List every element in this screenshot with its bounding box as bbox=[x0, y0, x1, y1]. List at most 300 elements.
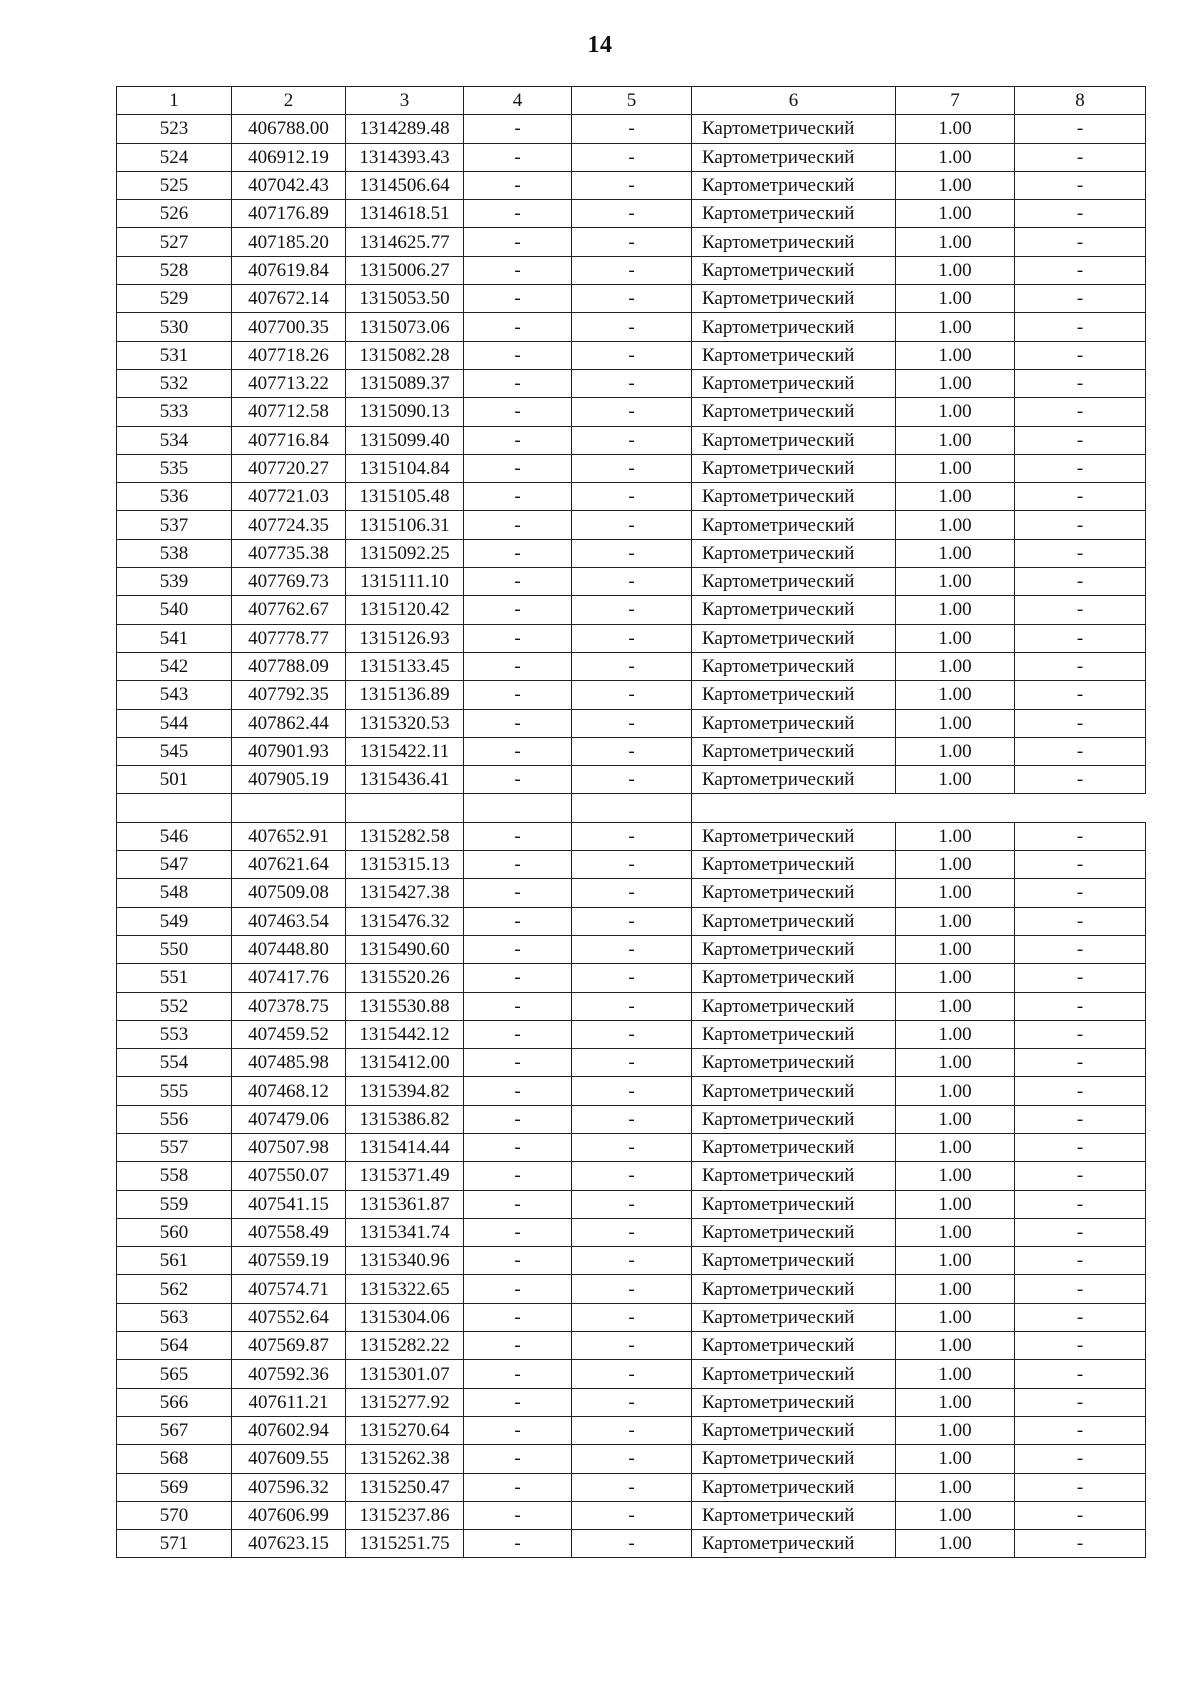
table-row bbox=[117, 369, 1146, 397]
table-cell: 1315436.41 bbox=[346, 766, 464, 794]
table-cell: 1314506.64 bbox=[346, 171, 464, 199]
table-cell: 407672.14 bbox=[232, 285, 346, 313]
table-cell: - bbox=[464, 228, 572, 256]
table-cell: 1.00 bbox=[896, 1077, 1015, 1105]
table-cell: - bbox=[1015, 935, 1146, 963]
table-cell: - bbox=[1015, 369, 1146, 397]
table-cell: 1315304.06 bbox=[346, 1303, 464, 1331]
table-cell: 407417.76 bbox=[232, 964, 346, 992]
table-cell: 553 bbox=[117, 1020, 232, 1048]
table-cell: 407621.64 bbox=[232, 851, 346, 879]
table-cell: 501 bbox=[117, 766, 232, 794]
table-cell: - bbox=[464, 1133, 572, 1161]
table-cell: Картометрический bbox=[692, 1020, 896, 1048]
table-row bbox=[117, 1275, 1146, 1303]
table-cell: - bbox=[464, 1360, 572, 1388]
table-cell: 1.00 bbox=[896, 341, 1015, 369]
table-cell: 1.00 bbox=[896, 709, 1015, 737]
table-cell: 1.00 bbox=[896, 1162, 1015, 1190]
table-cell: 407778.77 bbox=[232, 624, 346, 652]
table-cell: - bbox=[572, 256, 692, 284]
table-cell: 1.00 bbox=[896, 681, 1015, 709]
table-cell: - bbox=[464, 256, 572, 284]
table-cell: - bbox=[464, 1049, 572, 1077]
table-cell: 1315322.65 bbox=[346, 1275, 464, 1303]
table-cell: - bbox=[572, 454, 692, 482]
table-cell: 1.00 bbox=[896, 398, 1015, 426]
table-cell: 564 bbox=[117, 1332, 232, 1360]
table-cell: - bbox=[464, 766, 572, 794]
table-cell: 531 bbox=[117, 341, 232, 369]
table-cell: - bbox=[464, 1473, 572, 1501]
table-cell: 1315394.82 bbox=[346, 1077, 464, 1105]
table-cell: Картометрический bbox=[692, 1218, 896, 1246]
table-cell: - bbox=[1015, 313, 1146, 341]
table-cell: 407550.07 bbox=[232, 1162, 346, 1190]
table-row bbox=[117, 1473, 1146, 1501]
table-cell: Картометрический bbox=[692, 539, 896, 567]
table-row bbox=[117, 285, 1146, 313]
table-row bbox=[117, 851, 1146, 879]
table-cell: 407448.80 bbox=[232, 935, 346, 963]
table-cell: 1315105.48 bbox=[346, 483, 464, 511]
table-cell: - bbox=[464, 1247, 572, 1275]
table-cell: Картометрический bbox=[692, 398, 896, 426]
table-cell: - bbox=[464, 596, 572, 624]
table-cell: 1.00 bbox=[896, 1388, 1015, 1416]
table-cell: 1.00 bbox=[896, 1501, 1015, 1529]
table-cell: 537 bbox=[117, 511, 232, 539]
table-cell: - bbox=[464, 454, 572, 482]
table-cell: 1.00 bbox=[896, 568, 1015, 596]
table-cell: - bbox=[572, 1077, 692, 1105]
table-cell: Картометрический bbox=[692, 879, 896, 907]
table-cell: Картометрический bbox=[692, 115, 896, 143]
table-cell: 1.00 bbox=[896, 1247, 1015, 1275]
table-cell: 1315530.88 bbox=[346, 992, 464, 1020]
table-cell: - bbox=[464, 511, 572, 539]
table-row bbox=[117, 398, 1146, 426]
table-cell: 1.00 bbox=[896, 822, 1015, 850]
table-cell: 1.00 bbox=[896, 1416, 1015, 1444]
table-cell: 554 bbox=[117, 1049, 232, 1077]
table-cell: 1.00 bbox=[896, 935, 1015, 963]
table-cell: Картометрический bbox=[692, 1473, 896, 1501]
table-cell: - bbox=[572, 1105, 692, 1133]
table-cell: 565 bbox=[117, 1360, 232, 1388]
table-row bbox=[117, 1445, 1146, 1473]
table-row bbox=[117, 228, 1146, 256]
table-cell: - bbox=[572, 313, 692, 341]
table-cell: 568 bbox=[117, 1445, 232, 1473]
table-cell: 567 bbox=[117, 1416, 232, 1444]
table-row bbox=[117, 822, 1146, 850]
table-row bbox=[117, 511, 1146, 539]
table-cell: 566 bbox=[117, 1388, 232, 1416]
table-cell: Картометрический bbox=[692, 992, 896, 1020]
table-cell: 541 bbox=[117, 624, 232, 652]
table-cell: 1.00 bbox=[896, 1332, 1015, 1360]
table-cell: 407700.35 bbox=[232, 313, 346, 341]
table-row bbox=[117, 1020, 1146, 1048]
table-row bbox=[117, 992, 1146, 1020]
table-cell: 1315490.60 bbox=[346, 935, 464, 963]
table-cell: - bbox=[464, 681, 572, 709]
table-cell: - bbox=[572, 624, 692, 652]
table-cell: 407552.64 bbox=[232, 1303, 346, 1331]
table-cell: Картометрический bbox=[692, 171, 896, 199]
table-cell: - bbox=[464, 285, 572, 313]
table-cell: - bbox=[464, 652, 572, 680]
table-cell: - bbox=[572, 1190, 692, 1218]
table-cell: - bbox=[1015, 539, 1146, 567]
table-cell: Картометрический bbox=[692, 737, 896, 765]
table-row bbox=[117, 483, 1146, 511]
table-cell: 543 bbox=[117, 681, 232, 709]
table-cell: 1315414.44 bbox=[346, 1133, 464, 1161]
table-cell: 407185.20 bbox=[232, 228, 346, 256]
table-cell: - bbox=[464, 879, 572, 907]
coordinates-table bbox=[116, 86, 1146, 1558]
table-cell: - bbox=[572, 1218, 692, 1246]
table-cell: 407042.43 bbox=[232, 171, 346, 199]
table-cell: 555 bbox=[117, 1077, 232, 1105]
table-row bbox=[117, 737, 1146, 765]
table-cell: 407905.19 bbox=[232, 766, 346, 794]
table-cell: 1.00 bbox=[896, 256, 1015, 284]
table-cell: - bbox=[464, 1077, 572, 1105]
table-cell: 1.00 bbox=[896, 652, 1015, 680]
table-cell: Картометрический bbox=[692, 454, 896, 482]
table-cell: 1315301.07 bbox=[346, 1360, 464, 1388]
table-cell: 560 bbox=[117, 1218, 232, 1246]
table-cell: - bbox=[572, 681, 692, 709]
table-cell: 526 bbox=[117, 200, 232, 228]
table-cell: 1315277.92 bbox=[346, 1388, 464, 1416]
table-cell: - bbox=[1015, 596, 1146, 624]
table-cell: 1315270.64 bbox=[346, 1416, 464, 1444]
table-cell: Картометрический bbox=[692, 652, 896, 680]
table-cell: 1.00 bbox=[896, 1218, 1015, 1246]
table-row bbox=[117, 1190, 1146, 1218]
table-cell: 1314618.51 bbox=[346, 200, 464, 228]
table-cell: - bbox=[464, 171, 572, 199]
table-cell: 1315106.31 bbox=[346, 511, 464, 539]
table-cell: - bbox=[1015, 1530, 1146, 1558]
table-cell: - bbox=[572, 652, 692, 680]
table-cell: - bbox=[572, 1275, 692, 1303]
table-cell: Картометрический bbox=[692, 1049, 896, 1077]
table-cell: 1315126.93 bbox=[346, 624, 464, 652]
table-cell: 1.00 bbox=[896, 426, 1015, 454]
table-cell: 1.00 bbox=[896, 483, 1015, 511]
table-cell: 1.00 bbox=[896, 879, 1015, 907]
header-cell: 6 bbox=[692, 87, 896, 115]
table-cell: 1315371.49 bbox=[346, 1162, 464, 1190]
table-cell: 406788.00 bbox=[232, 115, 346, 143]
table-cell: - bbox=[1015, 1247, 1146, 1275]
table-cell: 1.00 bbox=[896, 596, 1015, 624]
table-cell: Картометрический bbox=[692, 681, 896, 709]
table-cell: Картометрический bbox=[692, 1388, 896, 1416]
table-cell: Картометрический bbox=[692, 511, 896, 539]
table-cell: 550 bbox=[117, 935, 232, 963]
table-cell: - bbox=[464, 1501, 572, 1529]
table-cell: 1315006.27 bbox=[346, 256, 464, 284]
table-cell: - bbox=[1015, 1077, 1146, 1105]
table-cell: - bbox=[1015, 1133, 1146, 1161]
table-cell: 407558.49 bbox=[232, 1218, 346, 1246]
table-cell: 407721.03 bbox=[232, 483, 346, 511]
table-row bbox=[117, 1077, 1146, 1105]
table-cell: 1314625.77 bbox=[346, 228, 464, 256]
table-cell: - bbox=[1015, 1332, 1146, 1360]
table-cell: 407762.67 bbox=[232, 596, 346, 624]
table-cell: 570 bbox=[117, 1501, 232, 1529]
table-cell: 557 bbox=[117, 1133, 232, 1161]
table-cell: - bbox=[572, 1416, 692, 1444]
table-cell: 407619.84 bbox=[232, 256, 346, 284]
table-row bbox=[117, 171, 1146, 199]
table-cell: 1315111.10 bbox=[346, 568, 464, 596]
table-cell: Картометрический bbox=[692, 341, 896, 369]
table-cell: - bbox=[1015, 1473, 1146, 1501]
table-cell: 545 bbox=[117, 737, 232, 765]
table-cell: 1.00 bbox=[896, 851, 1015, 879]
table-cell: 535 bbox=[117, 454, 232, 482]
table-row bbox=[117, 652, 1146, 680]
table-cell: 1.00 bbox=[896, 624, 1015, 652]
table-cell: 407574.71 bbox=[232, 1275, 346, 1303]
table-cell: Картометрический bbox=[692, 1077, 896, 1105]
table-cell: 1.00 bbox=[896, 511, 1015, 539]
table-cell: Картометрический bbox=[692, 1275, 896, 1303]
table-cell: 552 bbox=[117, 992, 232, 1020]
table-cell: - bbox=[464, 1218, 572, 1246]
table-cell: 1.00 bbox=[896, 171, 1015, 199]
table-cell: - bbox=[464, 709, 572, 737]
table-cell: - bbox=[464, 398, 572, 426]
table-cell: 525 bbox=[117, 171, 232, 199]
table-cell: - bbox=[464, 1332, 572, 1360]
table-cell: - bbox=[464, 369, 572, 397]
table-cell: - bbox=[1015, 964, 1146, 992]
table-cell: - bbox=[1015, 341, 1146, 369]
table-row bbox=[117, 1388, 1146, 1416]
table-cell: 1314289.48 bbox=[346, 115, 464, 143]
table-cell: Картометрический bbox=[692, 1133, 896, 1161]
table-cell: - bbox=[464, 1020, 572, 1048]
table-cell: - bbox=[572, 483, 692, 511]
empty-cell bbox=[572, 794, 692, 822]
table-row bbox=[117, 568, 1146, 596]
table-cell: Картометрический bbox=[692, 1303, 896, 1331]
table-cell: - bbox=[572, 143, 692, 171]
table-cell: 1.00 bbox=[896, 454, 1015, 482]
table-cell: - bbox=[1015, 143, 1146, 171]
table-cell: 1315520.26 bbox=[346, 964, 464, 992]
table-cell: 407862.44 bbox=[232, 709, 346, 737]
table-cell: 1.00 bbox=[896, 1190, 1015, 1218]
table-cell: 532 bbox=[117, 369, 232, 397]
table-cell: - bbox=[1015, 426, 1146, 454]
header-cell: 4 bbox=[464, 87, 572, 115]
header-cell: 5 bbox=[572, 87, 692, 115]
table-cell: 1.00 bbox=[896, 964, 1015, 992]
table-cell: 569 bbox=[117, 1473, 232, 1501]
table-cell: 407463.54 bbox=[232, 907, 346, 935]
table-cell: - bbox=[572, 766, 692, 794]
table-cell: - bbox=[1015, 1445, 1146, 1473]
table-cell: 1315090.13 bbox=[346, 398, 464, 426]
table-cell: - bbox=[1015, 907, 1146, 935]
table-row bbox=[117, 624, 1146, 652]
table-cell: Картометрический bbox=[692, 483, 896, 511]
table-cell: 571 bbox=[117, 1530, 232, 1558]
table-cell: 1315262.38 bbox=[346, 1445, 464, 1473]
table-cell: 1314393.43 bbox=[346, 143, 464, 171]
table-cell: 407176.89 bbox=[232, 200, 346, 228]
table-row bbox=[117, 1218, 1146, 1246]
table-cell: 407485.98 bbox=[232, 1049, 346, 1077]
table-cell: Картометрический bbox=[692, 568, 896, 596]
table-cell: - bbox=[572, 879, 692, 907]
table-cell: 540 bbox=[117, 596, 232, 624]
table-cell: - bbox=[572, 285, 692, 313]
table-cell: 1.00 bbox=[896, 369, 1015, 397]
table-cell: - bbox=[464, 1388, 572, 1416]
table-cell: - bbox=[464, 1303, 572, 1331]
table-cell: 1.00 bbox=[896, 1049, 1015, 1077]
table-row bbox=[117, 426, 1146, 454]
table-cell: 407541.15 bbox=[232, 1190, 346, 1218]
table-cell: 1.00 bbox=[896, 1473, 1015, 1501]
table-cell: 407459.52 bbox=[232, 1020, 346, 1048]
table-row bbox=[117, 313, 1146, 341]
table-cell: - bbox=[572, 228, 692, 256]
table-cell: - bbox=[572, 992, 692, 1020]
table-cell: - bbox=[572, 539, 692, 567]
table-cell: 407735.38 bbox=[232, 539, 346, 567]
table-header-row bbox=[117, 87, 1146, 115]
table-row bbox=[117, 907, 1146, 935]
table-cell: Картометрический bbox=[692, 1530, 896, 1558]
table-cell: 407596.32 bbox=[232, 1473, 346, 1501]
table-cell: 1.00 bbox=[896, 907, 1015, 935]
table-cell: Картометрический bbox=[692, 256, 896, 284]
table-cell: 558 bbox=[117, 1162, 232, 1190]
table-cell: 407712.58 bbox=[232, 398, 346, 426]
table-cell: 1315422.11 bbox=[346, 737, 464, 765]
table-row bbox=[117, 1501, 1146, 1529]
table-cell: - bbox=[572, 171, 692, 199]
table-cell: 549 bbox=[117, 907, 232, 935]
header-cell: 1 bbox=[117, 87, 232, 115]
table-cell: - bbox=[572, 1473, 692, 1501]
table-cell: 407792.35 bbox=[232, 681, 346, 709]
table-cell: - bbox=[1015, 1105, 1146, 1133]
header-cell: 7 bbox=[896, 87, 1015, 115]
table-cell: - bbox=[464, 313, 572, 341]
table-cell: 407611.21 bbox=[232, 1388, 346, 1416]
empty-cell bbox=[232, 794, 346, 822]
table-cell: 536 bbox=[117, 483, 232, 511]
table-cell: 1315315.13 bbox=[346, 851, 464, 879]
table-cell: - bbox=[1015, 992, 1146, 1020]
table-cell: 1.00 bbox=[896, 1133, 1015, 1161]
table-cell: - bbox=[464, 737, 572, 765]
table-cell: Картометрический bbox=[692, 1416, 896, 1444]
table-cell: 407509.08 bbox=[232, 879, 346, 907]
table-cell: - bbox=[1015, 228, 1146, 256]
table-row bbox=[117, 596, 1146, 624]
table-cell: - bbox=[1015, 737, 1146, 765]
table-row bbox=[117, 1530, 1146, 1558]
table-cell: - bbox=[464, 822, 572, 850]
table-cell: - bbox=[464, 1275, 572, 1303]
table-cell: Картометрический bbox=[692, 624, 896, 652]
table-cell: Картометрический bbox=[692, 228, 896, 256]
table-cell: - bbox=[572, 1445, 692, 1473]
table-cell: 1315320.53 bbox=[346, 709, 464, 737]
table-cell: - bbox=[572, 737, 692, 765]
table-cell: 1315104.84 bbox=[346, 454, 464, 482]
table-cell: Картометрический bbox=[692, 1190, 896, 1218]
table-cell: 556 bbox=[117, 1105, 232, 1133]
table-cell: - bbox=[464, 539, 572, 567]
table-cell: Картометрический bbox=[692, 1445, 896, 1473]
table-cell: - bbox=[1015, 879, 1146, 907]
table-row bbox=[117, 681, 1146, 709]
table-cell: 1.00 bbox=[896, 285, 1015, 313]
table-cell: 406912.19 bbox=[232, 143, 346, 171]
table-cell: 407609.55 bbox=[232, 1445, 346, 1473]
table-cell: - bbox=[464, 851, 572, 879]
table-cell: - bbox=[1015, 766, 1146, 794]
table-cell: - bbox=[1015, 398, 1146, 426]
table-cell: 407788.09 bbox=[232, 652, 346, 680]
table-cell: - bbox=[464, 1162, 572, 1190]
table-cell: - bbox=[464, 907, 572, 935]
table-cell: 407724.35 bbox=[232, 511, 346, 539]
table-cell: 538 bbox=[117, 539, 232, 567]
header-cell: 2 bbox=[232, 87, 346, 115]
table-cell: - bbox=[464, 483, 572, 511]
table-cell: Картометрический bbox=[692, 596, 896, 624]
table-cell: 407769.73 bbox=[232, 568, 346, 596]
table-cell: 407479.06 bbox=[232, 1105, 346, 1133]
table-cell: 407623.15 bbox=[232, 1530, 346, 1558]
table-cell: 407716.84 bbox=[232, 426, 346, 454]
table-cell: - bbox=[464, 200, 572, 228]
table-cell: - bbox=[572, 935, 692, 963]
table-cell: - bbox=[1015, 171, 1146, 199]
table-cell: 1315250.47 bbox=[346, 1473, 464, 1501]
table-cell: 542 bbox=[117, 652, 232, 680]
table-cell: 407720.27 bbox=[232, 454, 346, 482]
table-row bbox=[117, 935, 1146, 963]
table-cell: 1315089.37 bbox=[346, 369, 464, 397]
table-cell: Картометрический bbox=[692, 200, 896, 228]
table-cell: - bbox=[464, 426, 572, 454]
table-cell: - bbox=[1015, 624, 1146, 652]
table-cell: 407507.98 bbox=[232, 1133, 346, 1161]
table-cell: 1.00 bbox=[896, 992, 1015, 1020]
table-cell: 407718.26 bbox=[232, 341, 346, 369]
table-cell: - bbox=[464, 964, 572, 992]
table-row bbox=[117, 115, 1146, 143]
table-cell: 1315386.82 bbox=[346, 1105, 464, 1133]
